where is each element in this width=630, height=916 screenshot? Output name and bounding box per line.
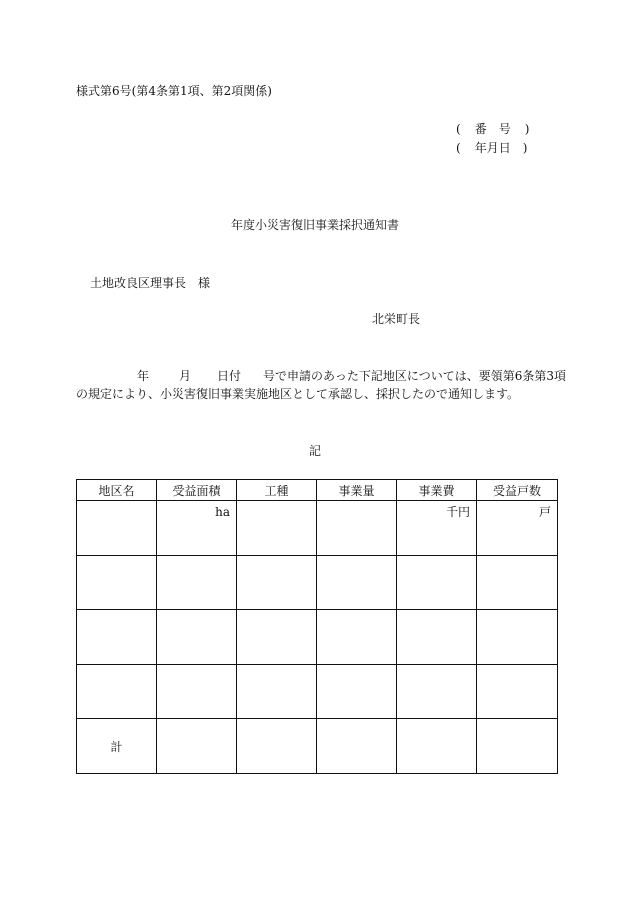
table-cell [237, 610, 317, 665]
table-cell [477, 610, 558, 665]
table-cell [397, 555, 477, 610]
body-line-2: の規定により、小災害復旧事業実施地区として承認し、採択したので通知します。 [76, 387, 520, 401]
sender: 北栄町長 [372, 312, 421, 326]
body-year: 年 [137, 369, 150, 383]
document-title: 年度小災害復旧事業採択通知書 [230, 218, 399, 232]
header-work-volume: 事業量 [317, 480, 397, 501]
total-label: 計 [77, 719, 157, 774]
unit-thousand-yen: 千円 [445, 505, 470, 519]
table-cell [237, 501, 317, 556]
table-cell [477, 664, 558, 719]
table-cell [397, 610, 477, 665]
reference-number-line [456, 122, 529, 136]
table-cell [157, 610, 237, 665]
table-cell [477, 555, 558, 610]
table-cell [477, 719, 558, 774]
table-cell [77, 555, 157, 610]
ref-number-close: ) [524, 122, 530, 136]
ref-number-label: 番 号 [474, 122, 511, 136]
table-cell [157, 719, 237, 774]
table-cell [397, 719, 477, 774]
table-cell [317, 719, 397, 774]
table-cell [77, 664, 157, 719]
body-number-text: 号で申請のあった下記地区については、要領第6条第3項 [263, 369, 566, 383]
table-row [77, 555, 558, 610]
table-total-row [77, 719, 558, 774]
table-cell [477, 501, 558, 556]
table-cell [397, 501, 477, 556]
body-line-1 [137, 369, 566, 383]
table-cell [237, 555, 317, 610]
table-cell [317, 555, 397, 610]
table-cell [317, 664, 397, 719]
unit-ha: ha [215, 505, 230, 519]
body-day: 日付 [217, 369, 242, 383]
body-month: 月 [179, 369, 192, 383]
table-row [77, 610, 558, 665]
ki-marker: 記 [308, 444, 321, 458]
table-cell [317, 501, 397, 556]
ref-date-label: 年月日 [474, 141, 511, 155]
unit-households: 戸 [538, 505, 551, 519]
table-row [77, 664, 558, 719]
header-district-name: 地区名 [77, 480, 157, 501]
table-cell [157, 555, 237, 610]
header-benefit-area: 受益面積 [157, 480, 237, 501]
reference-date-line [456, 141, 527, 155]
ref-date-open: ( [456, 141, 461, 155]
table-row [77, 501, 558, 556]
ref-date-close: ) [522, 141, 528, 155]
table-cell [397, 664, 477, 719]
table-cell [157, 664, 237, 719]
form-number: 様式第6号(第4条第1項、第2項関係) [76, 84, 272, 98]
table-cell [237, 719, 317, 774]
ref-number-open: ( [456, 122, 461, 136]
table-cell [237, 664, 317, 719]
table-cell [317, 610, 397, 665]
addressee: 土地改良区理事長 様 [90, 276, 211, 290]
header-project-cost: 事業費 [397, 480, 477, 501]
header-beneficiary-households: 受益戸数 [477, 480, 558, 501]
table-cell [157, 501, 237, 556]
table-cell [77, 501, 157, 556]
project-table [76, 479, 558, 774]
table-cell [77, 610, 157, 665]
header-work-type: 工種 [237, 480, 317, 501]
table-header-row [77, 480, 558, 501]
